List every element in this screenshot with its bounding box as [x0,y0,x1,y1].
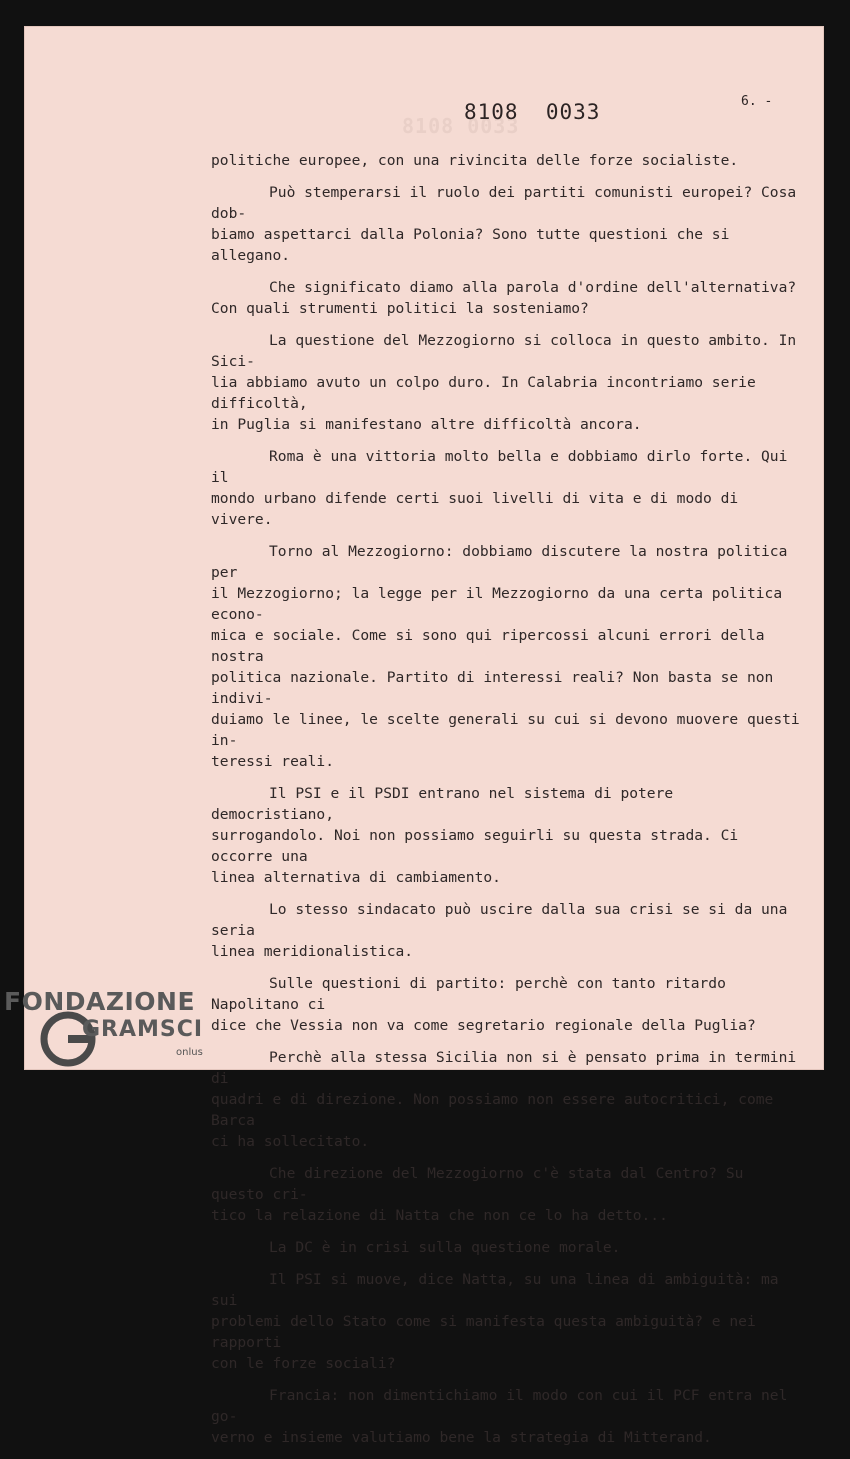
fondazione-gramsci-watermark [4,987,224,1067]
watermark-title: FONDAZIONE [4,987,196,1016]
paragraph: Lo stesso sindacato può uscire dalla sua crisi se si da una seria linea meridionalistica. [211,901,788,960]
paragraph: La questione del Mezzogiorno si colloca in questo ambito. In Sici- lia abbiamo avuto un colpo duro. In Calabria incontriamo serie difficoltà, in Puglia si manifestano altre difficoltà ancora. [211,332,797,433]
paragraph: Che significato diamo alla parola d'ordine dell'alternativa? Con quali strumenti politici la sosteniamo? [211,279,797,317]
watermark-onlus: onlus [176,1047,203,1058]
paragraph: Può stemperarsi il ruolo dei partiti comunisti europei? Cosa dob- biamo aspettarci dalla Polonia? Sono tutte questioni che si allegano. [211,184,797,264]
paragraph: Roma è una vittoria molto bella e dobbiamo dirlo forte. Qui il mondo urbano difende certi suoi livelli di vita e di modo di vivere. [211,448,788,528]
paragraph: Sulle questioni di partito: perchè con tanto ritardo Napolitano ci dice che Vessia non va come segretario regionale della Puglia? [211,975,756,1034]
paragraph: Che direzione del Mezzogiorno c'è stata dal Centro? Su questo cri- tico la relazione di Natta che non ce lo ha detto... [211,1165,744,1224]
paragraph: La DC è in crisi sulla questione morale. [269,1239,621,1256]
page-number: 6. - [741,94,773,109]
paragraph: Perchè alla stessa Sicilia non si è pensato prima in termini di quadri e di direzione. Non possiamo non essere autocritici, come Barca ci ha sollecitato. [211,1049,797,1150]
document-number: 8108 0033 [464,100,601,124]
document-body [211,150,801,1459]
paragraph: politiche europee, con una rivincita delle forze socialiste. [211,152,739,169]
paragraph: Francia: non dimentichiamo il modo con cui il PCF entra nel go- verno e insieme valutiamo bene la strategia di Mitterand. [211,1387,788,1446]
watermark-subtitle: GRAMSCI [82,1017,204,1042]
paragraph: Il PSI e il PSDI entrano nel sistema di potere democristiano, surrogandolo. Noi non possiamo seguirli su questa strada. Ci occorre una linea alternativa di cambiamento. [211,785,739,886]
bleed-through-number: 8108 0033 [402,114,520,138]
paragraph: Il PSI si muove, dice Natta, su una linea di ambiguità: ma sui problemi dello Stato come si manifesta questa ambiguità? e nei rapporti con le forze sociali? [211,1271,779,1372]
paragraph: Torno al Mezzogiorno: dobbiamo discutere la nostra politica per il Mezzogiorno; la legge per il Mezzogiorno da una certa politica econo- mica e sociale. Come si sono qui ripercossi alcuni errori della nostra politica nazionale. Partito di interessi reali? Non basta se non indivi- duiamo le linee, le scelte generali su cui si devono muovere questi in- teressi reali. [211,543,800,770]
